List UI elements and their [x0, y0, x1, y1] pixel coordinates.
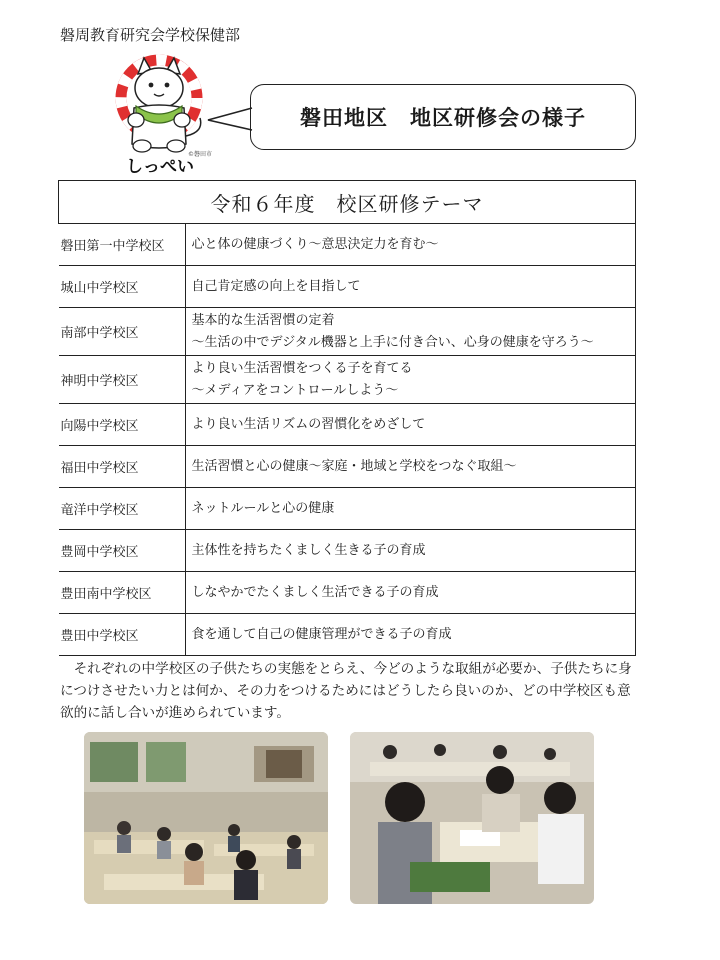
group-discussion-photo [350, 732, 594, 904]
themes-table [58, 180, 636, 656]
theme-line: ネットルールと心の健康 [191, 500, 335, 516]
theme-line: 主体性を持ちたくましく生きる子の育成 [191, 542, 426, 558]
theme-line: より良い生活習慣をつくる子を育てる [191, 360, 413, 376]
school-district-name: 竜洋中学校区 [59, 488, 186, 530]
school-district-name: 向陽中学校区 [59, 404, 186, 446]
research-theme [185, 572, 636, 614]
research-theme [185, 266, 636, 308]
school-district-name: 福田中学校区 [59, 446, 186, 488]
school-district-name: 神明中学校区 [59, 356, 186, 404]
school-district-name: 磐田第一中学校区 [59, 224, 186, 266]
svg-text:しっぺい: しっぺい [126, 157, 194, 177]
theme-line: 食を通して自己の健康管理ができる子の育成 [191, 626, 452, 642]
theme-line: 生活習慣と心の健康～家庭・地域と学校をつなぐ取組～ [191, 458, 517, 474]
research-theme [185, 488, 636, 530]
description-paragraph: それぞれの中学校区の子供たちの実態をとらえ、今どのような取組が必要か、子供たちに身につけさせたい力とは何か、その力をつけるためにはどうしたら良いのか、どの中学校区も意欲的に話し合いが進められています。 [60, 661, 632, 721]
table-row [59, 530, 636, 572]
school-district-name: 南部中学校区 [59, 308, 186, 356]
table-row [59, 572, 636, 614]
svg-text:©磐田市: ©磐田市 [187, 151, 213, 158]
mascot-illustration [104, 52, 214, 178]
school-district-name: 豊岡中学校区 [59, 530, 186, 572]
page-title: 磐田地区 地区研修会の様子 [250, 84, 636, 150]
theme-line: ～生活の中でデジタル機器と上手に付き合い、心身の健康を守ろう～ [191, 334, 594, 350]
table-row [59, 224, 636, 266]
table-row [59, 356, 636, 404]
organization-name: 磐周教育研究会学校保健部 [60, 26, 241, 44]
table-row [59, 488, 636, 530]
table-heading: 令和６年度 校区研修テーマ [59, 181, 636, 224]
research-theme [185, 356, 636, 404]
research-theme [185, 614, 636, 656]
research-theme [185, 224, 636, 266]
research-theme [185, 308, 636, 356]
school-district-name: 城山中学校区 [59, 266, 186, 308]
table-row [59, 266, 636, 308]
school-district-name: 豊田南中学校区 [59, 572, 186, 614]
research-theme [185, 446, 636, 488]
theme-line: 自己肯定感の向上を目指して [191, 278, 361, 294]
table-row [59, 404, 636, 446]
theme-line: しなやかでたくましく生活できる子の育成 [191, 584, 439, 600]
school-district-name: 豊田中学校区 [59, 614, 186, 656]
theme-line: ～メディアをコントロールしよう～ [191, 382, 399, 398]
theme-line: より良い生活リズムの習慣化をめざして [191, 416, 426, 432]
research-theme [185, 404, 636, 446]
theme-line: 心と体の健康づくり～意思決定力を育む～ [191, 236, 439, 252]
research-theme [185, 530, 636, 572]
table-row [59, 614, 636, 656]
classroom-meeting-photo [84, 732, 328, 904]
theme-line: 基本的な生活習慣の定着 [191, 312, 335, 328]
table-row [59, 308, 636, 356]
table-row [59, 446, 636, 488]
speech-bubble-tail [206, 104, 254, 134]
